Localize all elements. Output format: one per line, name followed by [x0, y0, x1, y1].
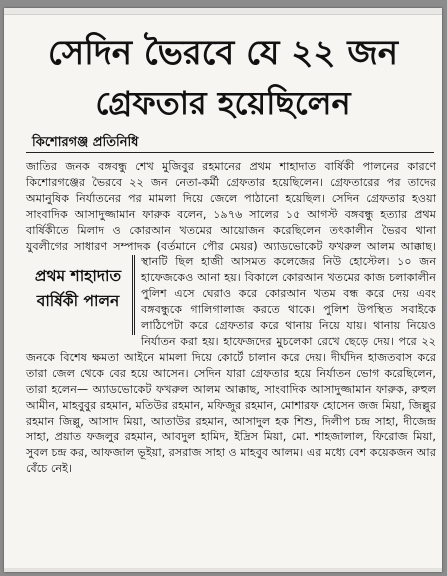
clipping-top-edge [4, 8, 442, 15]
clipping-bottom-edge [4, 568, 442, 572]
newspaper-clipping [4, 8, 442, 572]
article-body [26, 159, 436, 477]
sidebar-title [28, 263, 128, 313]
article-text-part-1: জাতির জনক বঙ্গবন্ধু শেখ মুজিবুর রহমানের প্রথম শাহাদাত বার্ষিকী পালনের কারণে কিশোরগঞ্জের ভৈরবে ২২ জন নেতা-কর্মী গ্রেফতার হয়েছিলেন। গ্রেফতারের পর তাদের অমানুষিক নির্যাতনের পর মামলা দিয়ে জেলে পাঠানো হয়েছিল। সেদিন গ্রেফতার হওয়া সাংবাদিক আসাদুজ্জামান ফারুক বলেন, ১৯৭৬ সালের ১৫ আগস্ট বঙ্গবন্ধু হত্যার প্রথম বার্ষিকীতে মিলাদ ও কোরআন খতমের আয়োজন করেছিলেন তৎকালীন ভৈরব থানা যুবলীগের সাধারণ সম্পাদক (বর্তমানে পৌর মেয়র) অ্যাডভোকেট ফখরুল আলম [26, 160, 436, 253]
article-text-part-2: আক্কাছ। স্থানটি ছিল হাজী আসমত কলেজের নিউ হোস্টেল। ১০ জন হাফেজকেও আনা হয়। বিকালে কোরআন খতমের কাজ চলাকালীন পুলিশ এসে ঘেরাও করে কোরআন খতম বন্ধ করে দেয় এবং বঙ্গবন্ধুকে গালিগালাজ করতে থাকে। পুলিশ উপস্থিত সবাইকে লাঠিপেটা করে গ্রেফতার করে থানায় নিয়ে যায়। থানায় নিয়েও নির্যাতন করা হয়। হাফেজদের মুচলেকা রেখে ছেড়ে দেয়। পরে ২২ জনকে বিশেষ ক্ষমতা আইনে মামলা দিয়ে কোর্টে চালান করে দেয়। দীর্ঘদিন হাজতবাস করে তারা জেল থেকে বের হয়ে আসেন। সেদিন যারা গ্রেফতার হয়ে নির্যাতন ভোগ করেছিলেন, তারা হলেন— অ্যাডভোকেট ফখরুল আলম আক্কাছ, সাংবাদিক আসাদুজ্জামান ফারুক, রুহুল আমীন, মাহবুবুর রহমান, মতিউর রহমান, মফিজুর রহমান, মোশারফ হোসেন জজ মিয়া, জিল্লুর রহমান জিল্লু, আসাদ মিয়া, আতাউর রহমান, আসাদুল হক শিশু, দিলীপ চন্দ্র সাহা, দীজেন্দ্র সাহা, প্রয়াত ফজলুর রহমান, আবদুল হামিদ, ইদ্রিস মিয়া, মো. শাহজালাল, ফিরোজ মিয়া, সুবল চন্দ্র কর, আফজাল ভূইয়া, রসরাজ সাহা ও মাহবুব আলম। এর মধ্যে বেশ কয়েকজন আর বেঁচে নেই। [26, 239, 436, 476]
headline [14, 28, 432, 128]
byline-rule [26, 152, 434, 153]
byline: কিশোরগঞ্জ প্রতিনিধি [32, 135, 139, 150]
headline-line-1: সেদিন ভৈরবে যে ২২ জন [47, 33, 399, 73]
article-paragraph [26, 159, 436, 477]
sidebar-title-line-1: প্রথম শাহাদাত [34, 266, 122, 286]
sidebar-title-box [20, 255, 135, 335]
sidebar-title-line-2: বার্ষিকী পালন [36, 291, 120, 311]
headline-line-2: গ্রেফতার হয়েছিলেন [95, 84, 351, 122]
